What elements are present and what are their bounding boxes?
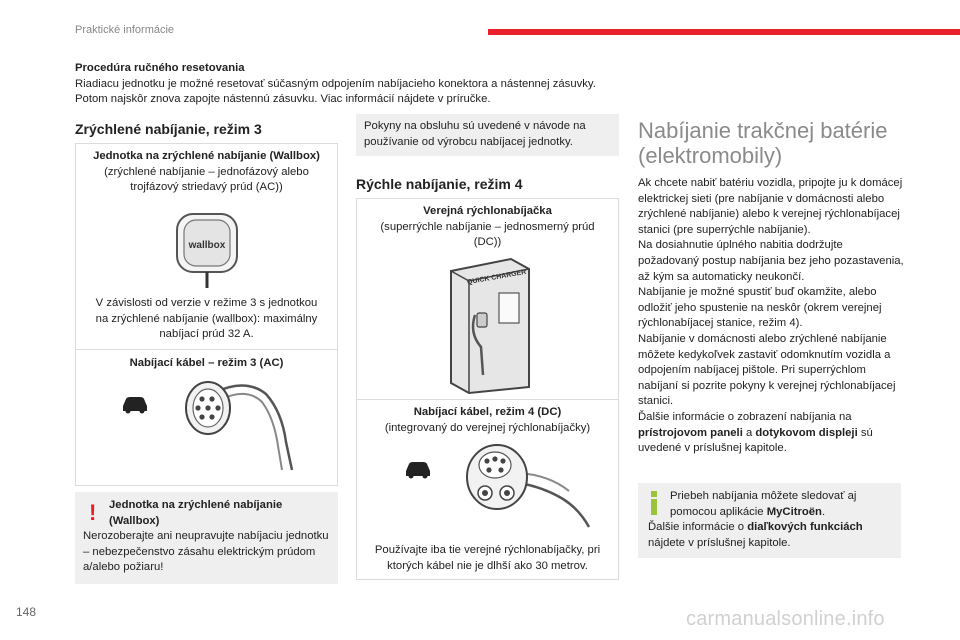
mode3-cable-cell <box>76 356 337 372</box>
wallbox-title: Jednotka na zrýchlené nabíjanie (Wallbox) <box>93 150 320 162</box>
watermark: carmanualsonline.info <box>686 608 885 630</box>
traction-paragraph-4: Nabíjanie v domácnosti alebo zrýchlené nabíjanie môžete kedykoľvek zastaviť odomknutím vozidla a odpojením nabíjacej pištole. Pri superrýchlom nabíjaní si pozrite pokyny k verejnej rýchlonabíjacej stanici. <box>638 332 896 408</box>
table-divider <box>357 399 618 400</box>
instructions-note: Pokyny na obsluhu sú uvedené v návode na používanie od výrobcu nabíjacej jednotky. <box>356 114 619 156</box>
wallbox-subtitle: (zrýchlené nabíjanie – jednofázový alebo trojfázový striedavý prúd (AC)) <box>104 165 309 193</box>
traction-body <box>638 176 906 457</box>
quick-charger-label: QUICK CHARGER <box>466 268 527 287</box>
info-text-f: nájdete v príslušnej kapitole. <box>648 536 791 549</box>
wallbox-note: V závislosti od verzie v režime 3 s jednotkou na zrýchlené nabíjanie (wallbox): maximálny nabíjací prúd 32 A. <box>95 297 318 340</box>
instrument-panel-term: prístrojovom paneli <box>638 426 743 439</box>
info-text-d: Ďalšie informácie o <box>648 521 748 533</box>
quick-charger-icon <box>445 255 535 395</box>
p5-text-d: sú uvedené v príslušnej kapitole. <box>638 426 873 455</box>
reset-procedure <box>75 61 895 108</box>
mode3-heading: Zrýchlené nabíjanie, režim 3 <box>75 121 262 137</box>
page-number: 148 <box>16 605 37 619</box>
touch-screen-term: dotykovom displeji <box>755 426 858 439</box>
info-box <box>638 483 901 558</box>
wallbox-cell-top <box>76 149 337 196</box>
car-icon <box>403 459 433 479</box>
remote-functions-term: diaľkových funkciách <box>747 521 863 533</box>
traction-paragraph-1: Ak chcete nabiť batériu vozidla, pripojte ju k domácej elektrickej sieti (pre nabíjanie v domácnosti alebo zrýchlené nabíjanie) alebo k verejnej rýchlonabíjacej stanici (pre superrýchle nabíjanie). <box>638 177 903 236</box>
car-icon <box>120 394 150 414</box>
reset-line-2: Potom najskôr znova zapojte nástennú zásuvku. Viac informácií nájdete v príručke. <box>75 93 491 105</box>
mode4-cable-title: Nabíjací kábel, režim 4 (DC) <box>413 406 562 418</box>
station-cell-top <box>357 204 618 251</box>
wallbox-icon <box>172 210 242 290</box>
reset-line-1: Riadiacu jednotku je možné resetovať súčasným odpojením nabíjacieho konektora a nástennej zásuvky. <box>75 77 596 90</box>
warning-title: Jednotka na zrýchlené nabíjanie (Wallbox) <box>109 499 283 527</box>
mode4-cable-cell <box>357 405 618 436</box>
mode4-heading: Rýchle nabíjanie, režim 4 <box>356 176 523 192</box>
mode4-cable-subtitle: (integrovaný do verejnej rýchlonabíjačky) <box>384 421 591 434</box>
reset-heading: Procedúra ručného resetovania <box>75 62 245 74</box>
info-text-a: Priebeh nabíjania môžete sledovať aj pomocou aplikácie <box>670 490 857 518</box>
traction-paragraph-2: Na dosiahnutie úplného nabitia dodržujte požadovaný postup nabíjania bez jeho pozastavenia, až kým sa automaticky neukončí. <box>638 239 904 283</box>
mode3-cable-title: Nabíjací kábel – režim 3 (AC) <box>129 357 284 369</box>
traction-paragraph-3: Nabíjanie je možné spustiť buď okamžite, alebo odložiť jeho spustenie na neskôr (okrem verejnej rýchlonabíjacej stanice, režim 4). <box>638 286 882 330</box>
info-line-2 <box>648 520 898 551</box>
info-text-c: . <box>821 505 826 518</box>
warning-text: Nerozoberajte ani neupravujte nabíjaciu jednotku – nebezpečenstvo zásahu elektrickým prúdom a/alebo požiaru! <box>83 530 329 573</box>
mode4-table <box>356 198 619 580</box>
mycitroen-app-name: MyCitroën <box>766 505 822 518</box>
header-accent-bar <box>488 29 960 35</box>
info-line-1 <box>670 489 892 520</box>
mode4-cable-note: Používajte iba tie verejné rýchlonabíjačky, pri ktorých kábel nie je dlhší ako 30 metrov. <box>374 544 601 572</box>
info-icon <box>650 491 658 515</box>
type2-connector-icon <box>176 372 306 472</box>
mode3-table <box>75 143 338 486</box>
p5-text-a: Ďalšie informácie o zobrazení nabíjania na <box>638 410 852 423</box>
station-subtitle: (superrýchle nabíjanie – jednosmerný prúd (DC)) <box>380 220 595 248</box>
traction-title: Nabíjanie trakčnej batérie (elektromobily) <box>638 118 888 168</box>
warning-box <box>75 492 338 584</box>
station-title: Verejná rýchlonabíjačka <box>423 205 552 217</box>
section-title: Praktické informácie <box>75 24 175 36</box>
traction-paragraph-5 <box>638 410 906 457</box>
warning-icon: ! <box>89 500 97 525</box>
ccs-connector-icon <box>463 439 593 531</box>
wallbox-brand-label: wallbox <box>188 240 226 251</box>
table-divider <box>76 349 337 350</box>
p5-text-c: a <box>742 426 756 439</box>
